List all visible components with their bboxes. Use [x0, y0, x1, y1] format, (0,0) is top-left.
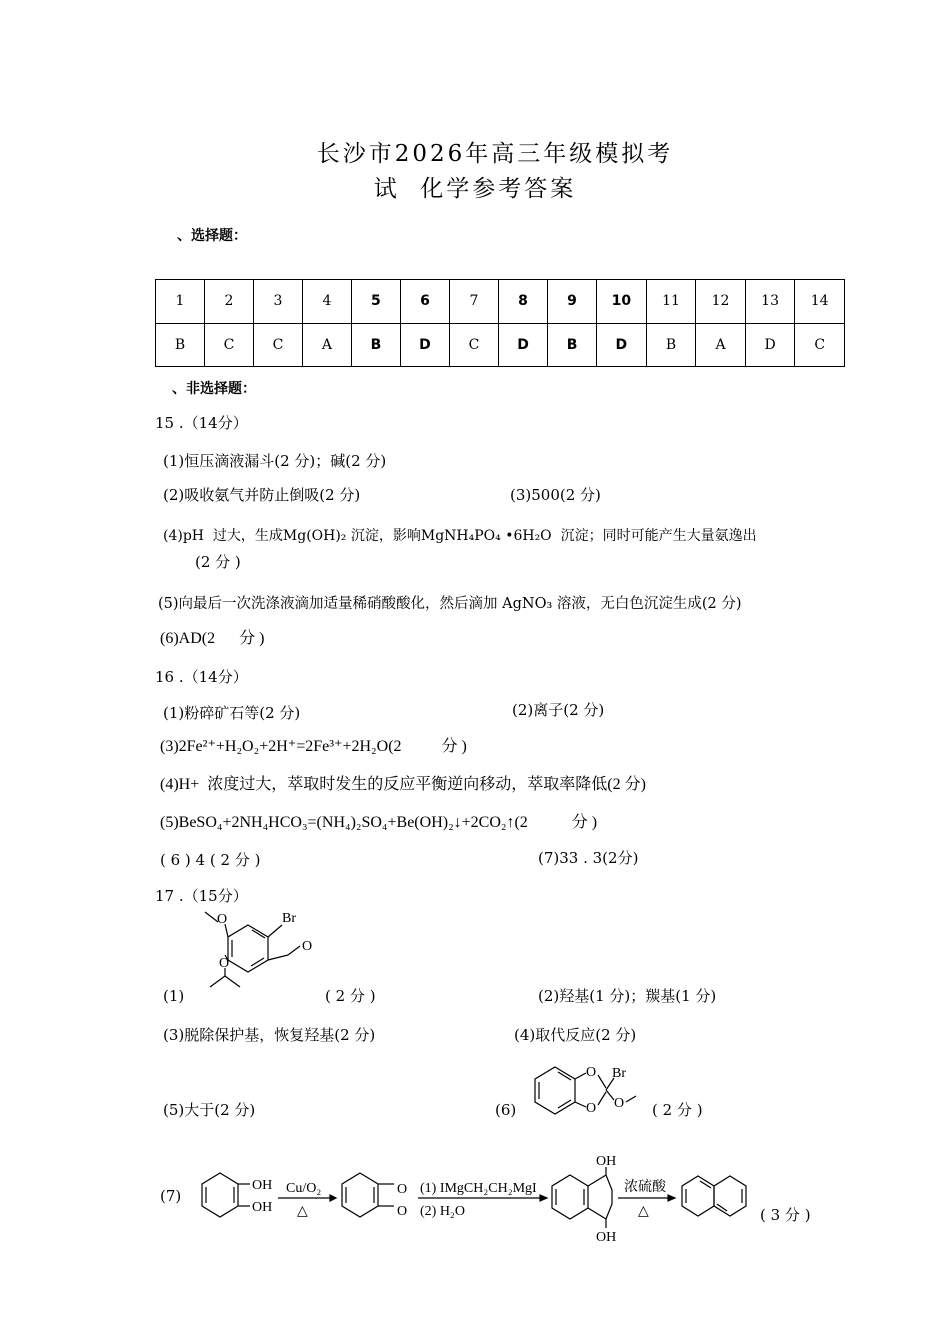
q15-answer-2: (2)吸收氨气并防止倒吸(2 分): [163, 486, 361, 504]
q16-answer-1: (1)粉碎矿石等(2 分): [163, 704, 301, 722]
number-cell: 10: [597, 280, 647, 324]
svg-text:O: O: [586, 1065, 597, 1080]
svg-text:(2) H₂O: (2) H₂O: [420, 1204, 465, 1219]
title-line2: 试 化学参考答案: [373, 176, 577, 202]
number-cell: 6: [400, 280, 449, 324]
q15-answer-3: (3)500(2 分): [510, 486, 601, 504]
number-cell: 14: [795, 280, 845, 324]
q17-answer-5: (5)大于(2 分): [163, 1101, 256, 1119]
number-cell: 11: [646, 280, 696, 324]
number-cell: 7: [449, 280, 498, 324]
section-nonchoice: 、非选择题：: [172, 381, 256, 397]
svg-text:O: O: [219, 956, 230, 971]
section-choice: 、选择题：: [177, 228, 247, 244]
svg-text:Br: Br: [282, 911, 296, 926]
q17-answer-3: (3)脱除保护基，恢复羟基(2 分): [163, 1026, 376, 1044]
q15-answer-4-score: (2 分 ): [195, 553, 241, 571]
q17-answer-1: (1): [163, 987, 185, 1005]
svg-text:O: O: [586, 1101, 597, 1116]
q16-answer-2: (2)离子(2 分): [512, 701, 605, 719]
svg-text:O: O: [302, 939, 313, 954]
q15-answer-5: (5)向最后一次洗涤液滴加适量稀硝酸酸化，然后滴加 AgNO₃ 溶液，无白色沉淀生成(2 分): [158, 596, 742, 612]
svg-text:△: △: [297, 1204, 308, 1219]
svg-text:O: O: [614, 1096, 625, 1111]
answer-cell: C: [795, 323, 845, 367]
answer-cell: A: [696, 323, 746, 367]
answer-cell: C: [253, 323, 302, 367]
q16-answer-3: (3)2Fe²⁺+H₂O₂+2H⁺=2Fe³⁺+2H₂O(2 分 ): [160, 738, 467, 755]
answer-cell: B: [351, 323, 400, 367]
svg-text:(1) IMgCH₂CH₂MgI: (1) IMgCH₂CH₂MgI: [420, 1181, 537, 1196]
structure-q17-6: [535, 1065, 636, 1116]
q16-heading: 16 .（14分）: [155, 668, 248, 686]
svg-text:O: O: [217, 912, 228, 927]
answer-cell: D: [745, 323, 795, 367]
number-cell: 9: [548, 280, 597, 324]
answer-cell: D: [597, 323, 647, 367]
q17-answer-6: (6): [495, 1101, 517, 1119]
answer-cell: B: [548, 323, 597, 367]
number-cell: 8: [498, 280, 547, 324]
q15-answer-6: (6)AD(2 分 ): [160, 630, 265, 647]
number-cell: 13: [745, 280, 795, 324]
svg-text:OH: OH: [252, 1178, 273, 1193]
q16-answer-7: (7)33 . 3(2分): [538, 849, 639, 867]
svg-text:O: O: [397, 1204, 408, 1219]
number-cell: 12: [696, 280, 746, 324]
number-cell: 4: [302, 280, 351, 324]
q16-answer-5: (5)BeSO₄+2NH₄HCO₃=(NH₄)₂SO₄+Be(OH)₂↓+2CO₂↑(2 分 ): [160, 814, 598, 831]
svg-text:OH: OH: [252, 1200, 273, 1215]
q17-answer-1-score: ( 2 分 ): [325, 987, 376, 1005]
q17-answer-4: (4)取代反应(2 分): [514, 1026, 637, 1044]
svg-text:Br: Br: [612, 1066, 626, 1081]
number-cell: 3: [253, 280, 302, 324]
q16-answer-4: (4)H+ 浓度过大，萃取时发生的反应平衡逆向移动，萃取率降低(2 分): [160, 776, 646, 793]
answer-cell: D: [498, 323, 547, 367]
q17-answer-7: (7): [160, 1187, 182, 1205]
q17-answer-2: (2)羟基(1 分)；羰基(1 分): [538, 987, 717, 1005]
structure-q17-1: [205, 911, 312, 987]
answer-cell: B: [646, 323, 696, 367]
title-line1: 长沙市2026年高三年级模拟考: [316, 141, 674, 167]
answer-cell: B: [156, 323, 205, 367]
q17-answer-6-score: ( 2 分 ): [652, 1101, 703, 1119]
q16-answer-6: ( 6 ) 4 ( 2 分 ): [160, 851, 261, 869]
q17-heading: 17 .（15分）: [155, 887, 248, 905]
svg-text:OH: OH: [596, 1230, 617, 1245]
q15-heading: 15 .（14分）: [155, 414, 248, 432]
q17-answer-7-score: ( 3 分 ): [760, 1206, 811, 1224]
answer-cell: D: [400, 323, 449, 367]
number-cell: 2: [204, 280, 253, 324]
svg-text:OH: OH: [596, 1154, 617, 1169]
number-cell: 1: [156, 280, 205, 324]
answer-cell: C: [204, 323, 253, 367]
svg-text:Cu/O₂: Cu/O₂: [286, 1181, 322, 1196]
svg-text:浓硫酸: 浓硫酸: [624, 1180, 666, 1195]
answer-cell: C: [449, 323, 498, 367]
answer-cell: A: [302, 323, 351, 367]
number-cell: 5: [351, 280, 400, 324]
q15-answer-1: (1)恒压滴液漏斗(2 分)；碱(2 分): [163, 452, 387, 470]
svg-text:△: △: [638, 1204, 649, 1219]
q15-answer-4: (4)pH 过大，生成Mg(OH)₂ 沉淀，影响MgNH₄PO₄ •6H₂O 沉淀；同时可能产生大量氨逸出: [163, 528, 757, 544]
svg-text:O: O: [397, 1182, 408, 1197]
synthesis-scheme: [202, 1154, 746, 1245]
